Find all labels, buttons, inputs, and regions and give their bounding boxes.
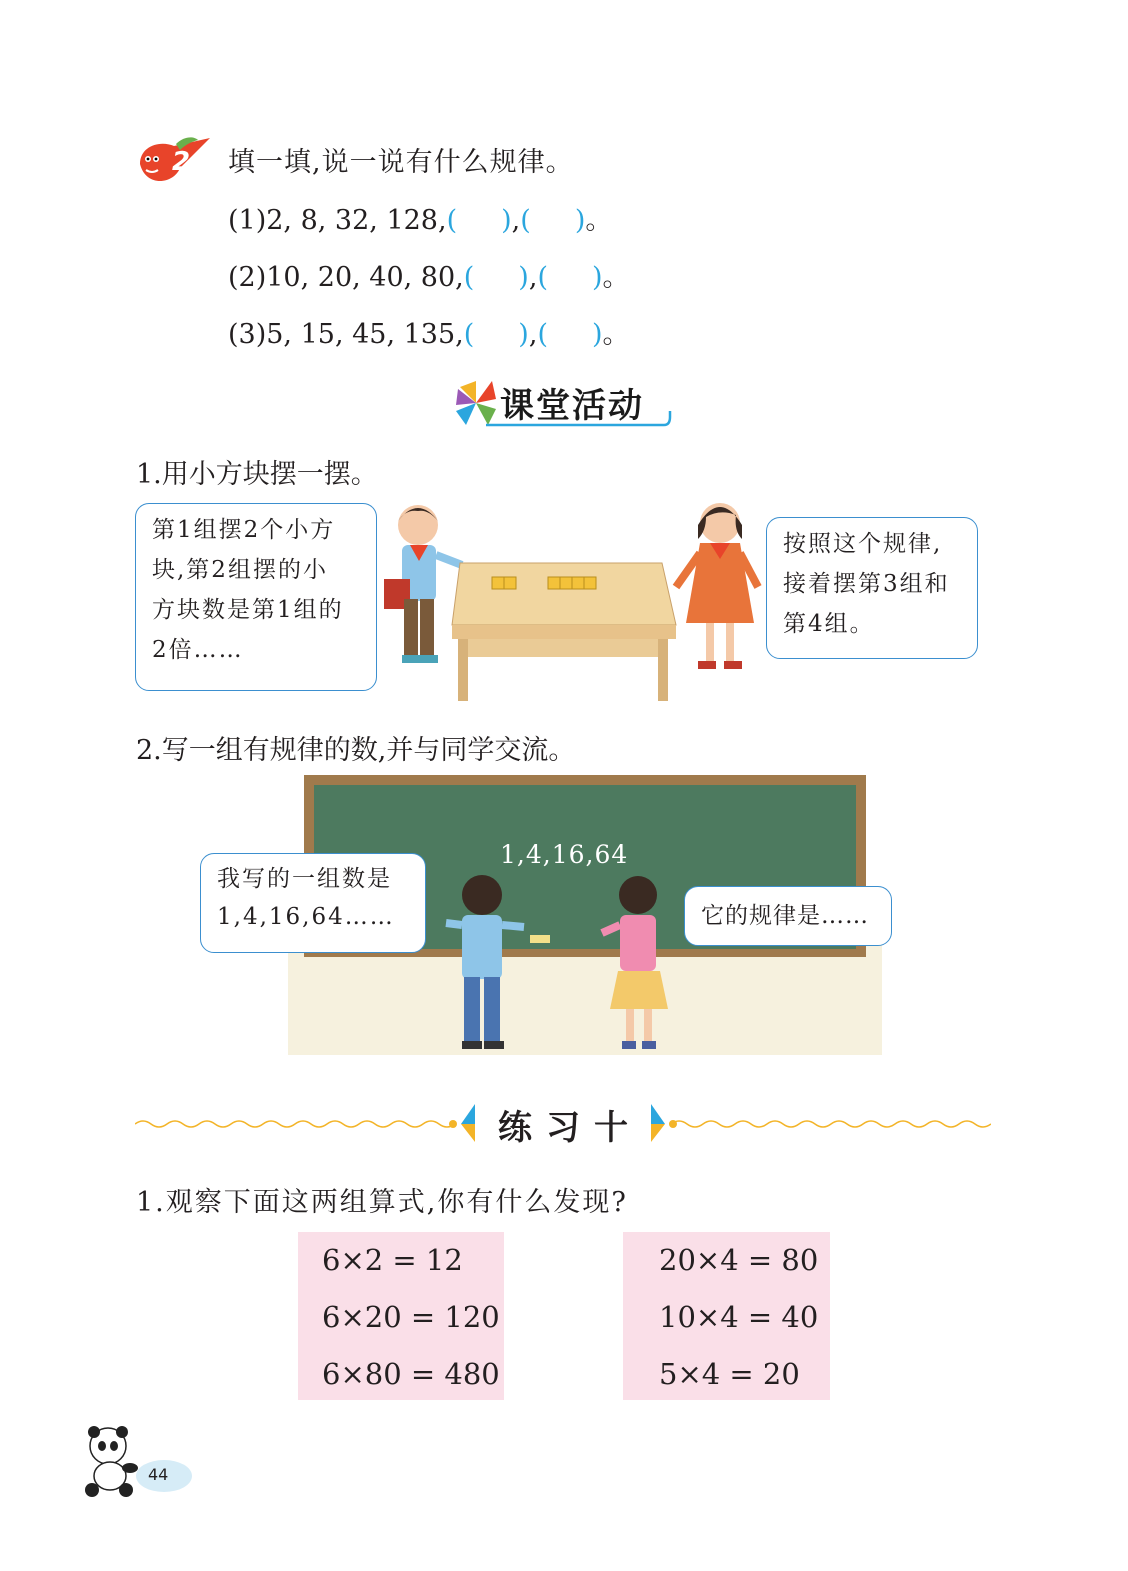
period: 。 [585, 205, 613, 236]
blank-open[interactable]: ( [463, 319, 475, 350]
bubble-line: 1,4,16,64…… [217, 904, 395, 930]
equation-group-1 [298, 1232, 504, 1400]
bubble-line: 接着摆第3组和 [783, 571, 950, 597]
equation: 20×4 = 80 [659, 1243, 819, 1277]
speech-bubble-right [766, 517, 978, 659]
sequence-3-text: (3)5, 15, 45, 135, [228, 319, 464, 350]
problem-2-title: 填一填,说一说有什么规律。 [228, 147, 574, 178]
activity-task-2: 2.写一组有规律的数,并与同学交流。 [136, 735, 576, 766]
period: 。 [602, 319, 630, 350]
kids-table-illustration [380, 495, 780, 705]
equation: 5×4 = 20 [659, 1357, 800, 1391]
blank-open[interactable]: ( [537, 319, 548, 350]
blank-open[interactable]: ( [520, 205, 531, 236]
equation-group-2 [623, 1232, 830, 1400]
bubble-line: 第1组摆2个小方 [152, 517, 336, 543]
equation: 6×2 = 12 [322, 1243, 463, 1277]
carrot-number-icon [134, 134, 212, 190]
sequence-1-text: (1)2, 8, 32, 128, [228, 205, 447, 236]
blank-close: ) [591, 262, 603, 293]
comma: , [511, 205, 521, 236]
practice-title: 练习十 [498, 1108, 642, 1148]
period: 。 [602, 262, 630, 293]
equation: 10×4 = 40 [659, 1300, 819, 1334]
sequence-3 [228, 312, 630, 351]
sequence-1 [228, 198, 612, 237]
sequence-2 [228, 255, 630, 294]
equation: 6×80 = 480 [322, 1357, 500, 1391]
bubble-line: 第4组。 [783, 611, 875, 637]
speech-bubble-left [135, 503, 377, 691]
blank-close: ) [518, 319, 529, 350]
svg-text:2: 2 [172, 147, 191, 177]
equation: 6×20 = 120 [322, 1300, 500, 1334]
blank-close: ) [518, 262, 529, 293]
blank-open[interactable]: ( [446, 205, 458, 236]
blank-close: ) [591, 319, 603, 350]
blank-open[interactable]: ( [463, 262, 475, 293]
blank-open[interactable]: ( [537, 262, 548, 293]
chalkboard-numbers: 1,4,16,64 [500, 840, 629, 869]
page-number: 44 [148, 1465, 169, 1484]
speech-bubble-boy [200, 853, 426, 953]
sequence-2-text: (2)10, 20, 40, 80, [228, 262, 464, 293]
blank-close: ) [501, 205, 512, 236]
panda-icon [80, 1424, 192, 1500]
blank-close: ) [574, 205, 586, 236]
comma: , [528, 319, 538, 350]
activity-title: 课堂活动 [500, 386, 644, 426]
bubble-line: 2倍…… [152, 637, 244, 663]
comma: , [528, 262, 538, 293]
speech-bubble-girl: 它的规律是…… [684, 886, 892, 946]
activity-task-1: 1.用小方块摆一摆。 [136, 459, 378, 490]
bubble-line: 块,第2组摆的小 [152, 557, 328, 583]
bubble-line: 按照这个规律, [783, 531, 943, 557]
practice-question-1: 1.观察下面这两组算式,你有什么发现? [136, 1187, 628, 1218]
bubble-line: 方块数是第1组的 [152, 597, 344, 623]
bubble-line: 我写的一组数是 [217, 866, 392, 892]
